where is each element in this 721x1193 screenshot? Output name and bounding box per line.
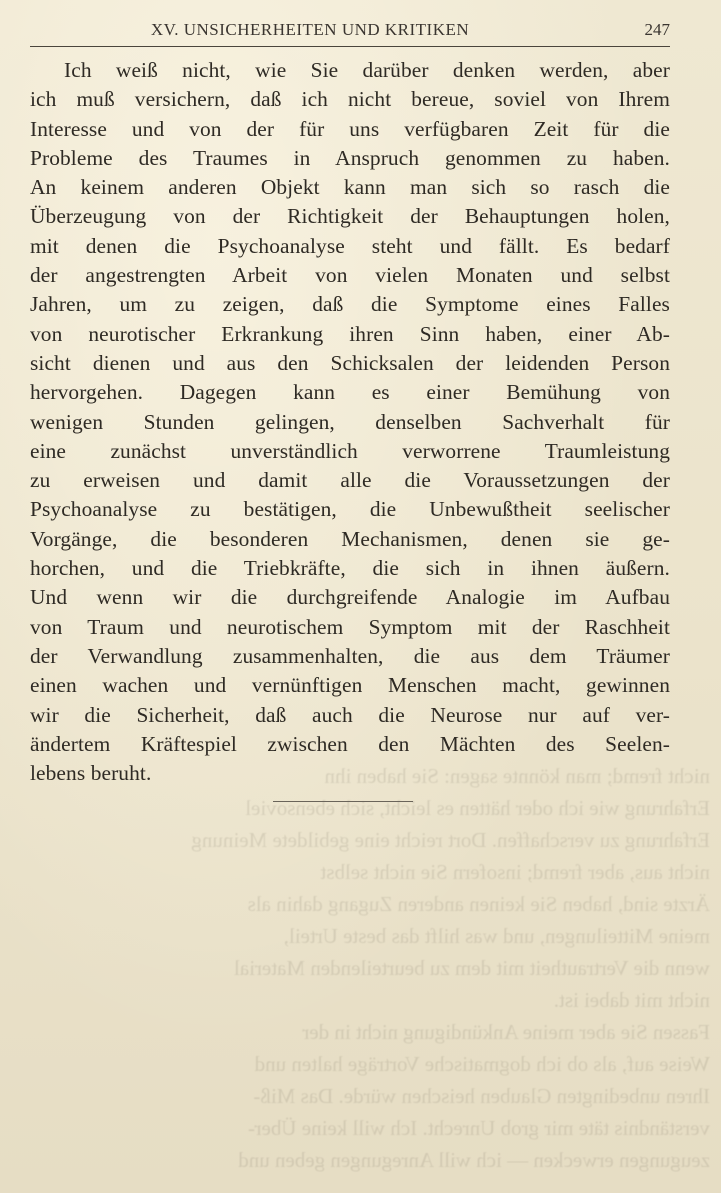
page-number: 247	[644, 20, 670, 39]
text-line: eine zunächst unverständlich verworrene Traumleistung	[30, 438, 670, 463]
text-line: Probleme des Traumes in Anspruch genommen zu haben.	[30, 145, 670, 170]
bleed-through-text: nicht fremd; man könnte sagen: Sie haben ihn Erfahrung wie ich oder hätten es leicht, sich ebensoviel Erfahrung zu verschaffen. Dort reicht eine gebildete Meinung nicht aus, aber fremd; insofern Sie nicht selbst Ärzte sind, haben Sie keinen anderen Zugang dahin als meine Mitteilungen, und was hilft das beste Urteil, wenn die Vertrautheit mit dem zu beurteilenden Material nicht mit dabei ist. Fassen Sie aber meine Ankündigung nicht in der Weise auf, als ob ich dogmatische Vorträge halten und Ihren unbedingten Glauben heischen würde. Das Miß- verständnis täte mir grob Unrecht. Ich will keine Über- zeugungen erwecken — ich will Anregungen geben und	[191, 764, 710, 1172]
text-line: Und wenn wir die durchgreifende Analogie im Aufbau	[30, 585, 670, 610]
text-line: Ich weiß nicht, wie Sie darüber denken werden, aber	[64, 58, 670, 82]
header-rule	[30, 46, 670, 47]
text-line: von Traum und neurotischem Symptom mit der Raschheit	[30, 614, 670, 639]
text-line: der angestrengten Arbeit von vielen Monaten und selbst	[30, 263, 670, 288]
text-line: Vorgänge, die besonderen Mechanismen, denen sie ge-	[30, 526, 670, 551]
text-line: von neurotischer Erkrankung ihren Sinn haben, einer Ab-	[30, 321, 670, 346]
running-head	[30, 18, 670, 46]
text-line: sicht dienen und aus den Schicksalen der leidenden Person	[30, 350, 670, 375]
text-line: wir die Sicherheit, daß auch die Neurose nur auf ver-	[30, 702, 670, 727]
text-line: ändertem Kräftespiel zwischen den Mächten des Seelen-	[30, 731, 670, 756]
text-line: Interesse und von der für uns verfügbaren Zeit für die	[30, 116, 670, 141]
text-line: ich muß versichern, daß ich nicht bereue, soviel von Ihrem	[30, 87, 670, 112]
body-paragraph	[30, 56, 670, 788]
section-end-rule	[273, 801, 413, 802]
text-line: einen wachen und vernünftigen Menschen macht, gewinnen	[30, 673, 670, 698]
text-line: der Verwandlung zusammenhalten, die aus dem Träumer	[30, 643, 670, 668]
text-line: hervorgehen. Dagegen kann es einer Bemühung von	[30, 380, 670, 405]
text-line: Jahren, um zu zeigen, daß die Symptome eines Falles	[30, 292, 670, 317]
running-title: XV. UNSICHERHEITEN UND KRITIKEN	[150, 20, 470, 39]
text-line: horchen, und die Triebkräfte, die sich in ihnen äußern.	[30, 556, 670, 581]
text-line: wenigen Stunden gelingen, denselben Sachverhalt für	[30, 409, 670, 434]
text-line: lebens beruht.	[30, 761, 152, 786]
text-line: Überzeugung von der Richtigkeit der Behauptungen holen,	[30, 204, 670, 229]
text-line: zu erweisen und damit alle die Voraussetzungen der	[30, 468, 670, 493]
text-line: Psychoanalyse zu bestätigen, die Unbewußtheit seelischer	[30, 497, 670, 522]
text-line: An keinem anderen Objekt kann man sich so rasch die	[30, 175, 670, 200]
text-line: mit denen die Psychoanalyse steht und fällt. Es bedarf	[30, 233, 670, 258]
